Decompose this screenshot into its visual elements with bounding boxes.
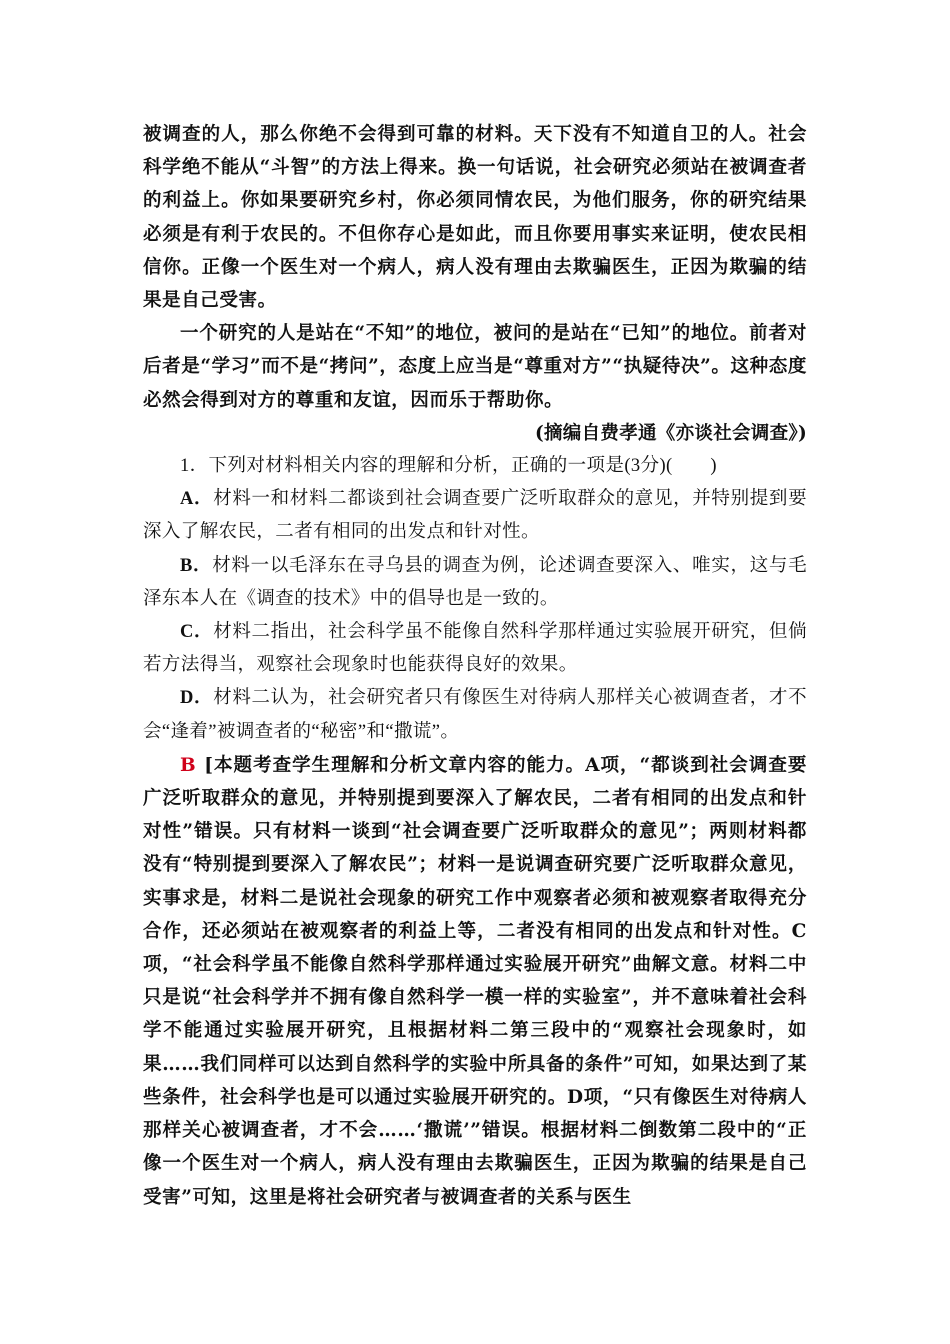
question-stem: 1．下列对材料相关内容的理解和分析，正确的一项是(3分)( ) — [180, 456, 717, 477]
passage-paragraph-2: 一个研究的人是站在“不知”的地位，被问的是站在“已知”的地位。前者对后者是“学习”而不是“拷问”，态度上应当是“尊重对方”“执疑待决”。这种态度必然会得到对方的尊重和友谊，因而乐于帮助你。 — [143, 323, 807, 411]
document-page — [143, 118, 807, 1214]
option-c-label: C． — [180, 622, 214, 643]
passage-paragraph-1: 被调查的人，那么你绝不会得到可靠的材料。天下没有不知道自卫的人。社会科学绝不能从“斗智”的方法上得来。换一句话说，社会研究必须站在被调查者的利益上。你如果要研究乡村，你必须同情农民，为他们服务，你的研究结果必须是有利于农民的。不但你存心是如此，而且你要用事实来证明，使农民相信你。正像一个医生对一个病人，病人没有理由去欺骗医生，正因为欺骗的结果是自己受害。 — [143, 124, 807, 312]
option-c-text: 材料二指出，社会科学虽不能像自然科学那样通过实验展开研究，但倘若方法得当，观察社会现象时也能获得良好的效果。 — [143, 622, 807, 676]
option-b-text: 材料一以毛泽东在寻乌县的调查为例，论述调查要深入、唯实，这与毛泽东本人在《调查的技术》中的倡导也是一致的。 — [143, 555, 807, 609]
option-b-label: B． — [180, 555, 213, 576]
option-a-label: A． — [180, 489, 214, 510]
option-d-label: D． — [180, 688, 214, 709]
option-a-text: 材料一和材料二都谈到社会调查要广泛听取群众的意见，并特别提到要深入了解农民，二者有相同的出发点和针对性。 — [143, 489, 807, 543]
option-a — [143, 483, 807, 549]
answer-explanation-text: [本题考查学生理解和分析文章内容的能力。A项，“都谈到社会调查要广泛听取群众的意见，并特别提到要深入了解农民，二者有相同的出发点和针对性”错误。只有材料一谈到“社会调查要广泛听取群众的意见”；两则材料都没有“特别提到要深入了解农民”；材料一是说调查研究要广泛听取群众意见，实事求是，材料二是说社会现象的研究工作中观察者必须和被观察者取得充分合作，还必须站在被观察者的利益上等，二者没有相同的出发点和针对性。C项，“社会科学虽不能像自然科学那样通过实验展开研究”曲解文意。材料二中只是说“社会科学并不拥有像自然科学一模一样的实验室”，并不意味着社会科学不能通过实验展开研究，且根据材料二第三段中的“观察社会现象时，如果……我们同样可以达到自然科学的实验中所具备的条件”可知，如果达到了某些条件，社会科学也是可以通过实验展开研究的。D项，“只有像医生对待病人那样关心被调查者，才不会……‘撒谎’”错误。根据材料二倒数第二段中的“正像一个医生对一个病人，病人没有理由去欺骗医生，正因为欺骗的结果是自己受害”可知，这里是将社会研究者与被调查者的关系与医生 — [143, 754, 807, 1208]
passage-source: (摘编自费孝通《亦谈社会调查》) — [534, 422, 807, 444]
answer-explanation — [143, 749, 807, 1214]
option-d — [143, 682, 807, 748]
option-c — [143, 616, 807, 682]
option-b — [143, 550, 807, 616]
option-d-text: 材料二认为，社会研究者只有像医生对待病人那样关心被调查者，才不会“逢着”被调查者的“秘密”和“撒谎”。 — [143, 688, 807, 742]
answer-key: B — [180, 754, 197, 776]
